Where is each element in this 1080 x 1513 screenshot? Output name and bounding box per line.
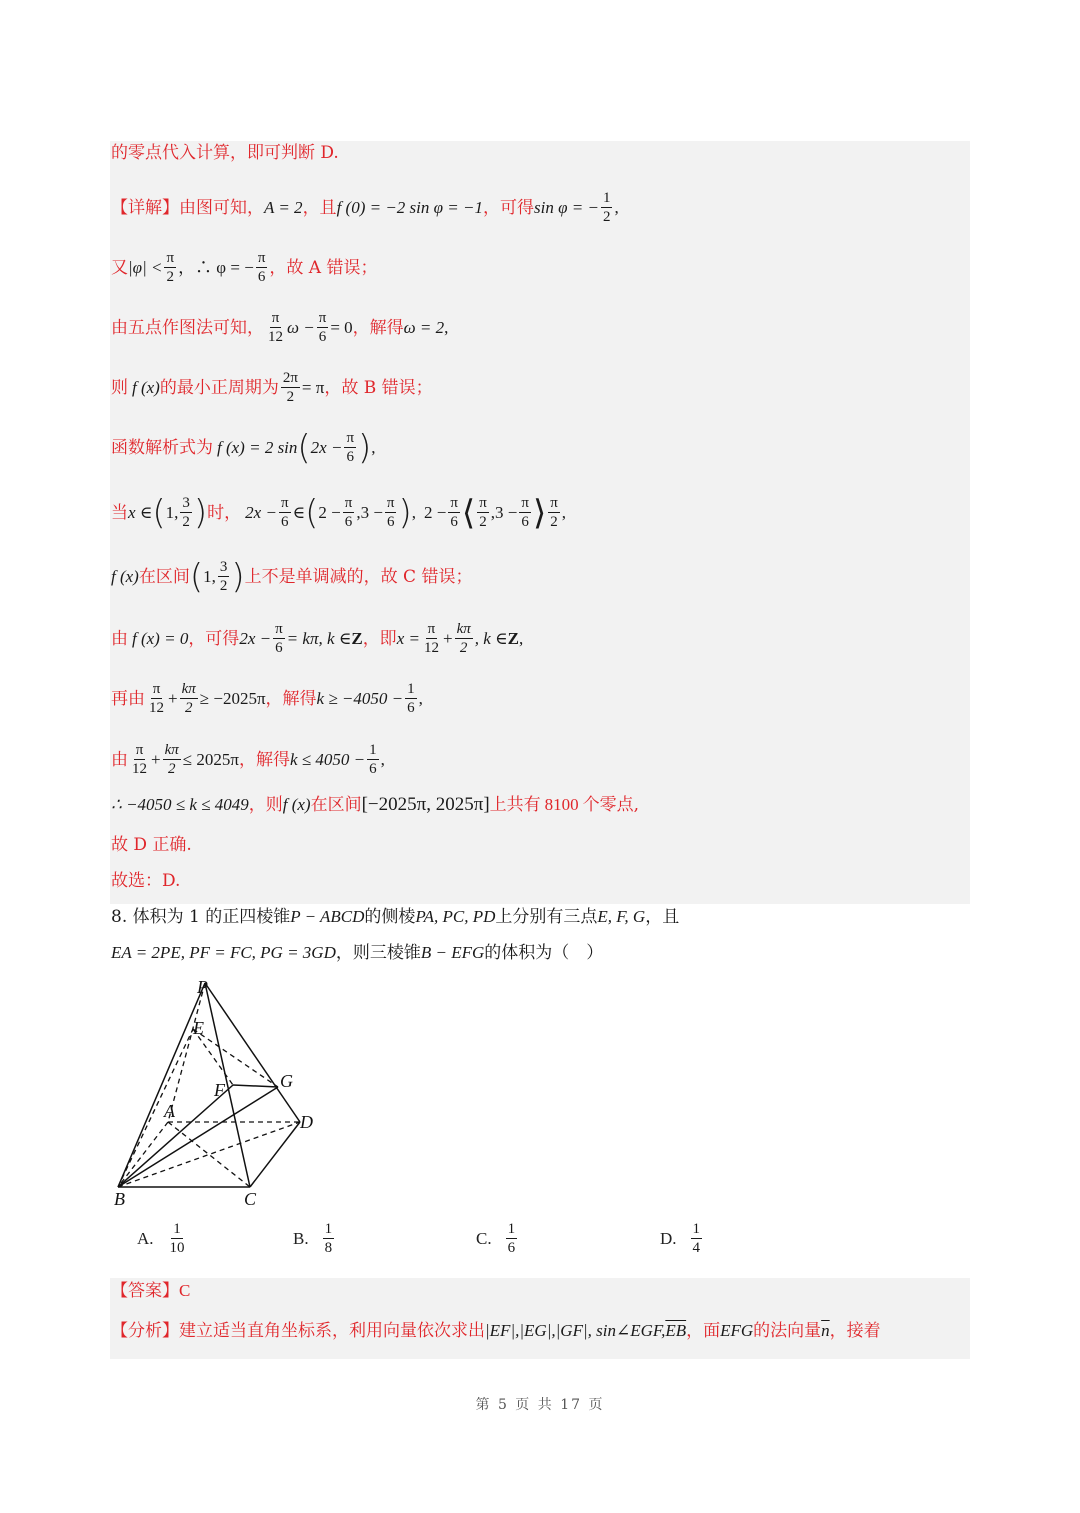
text: 的体积为（ ） (484, 943, 604, 963)
math: f (x) (132, 377, 160, 397)
math: 1, (165, 502, 179, 522)
math: ，∴ φ = − (178, 257, 254, 277)
solution-line-8: f (x) 在区间 ( 1, $\frac{3}{2}$ ) 上不是单调减的，故 C 错误； (111, 556, 473, 597)
answer-line (111, 1279, 190, 1303)
text: ，则 (248, 795, 283, 815)
label-P: P (197, 977, 208, 997)
text: 由 (111, 628, 128, 649)
option-c[interactable] (476, 1220, 519, 1257)
edge-EG (193, 1029, 278, 1087)
text: 的零点代入计算，即可判断 D. (111, 143, 339, 163)
text: 当 (111, 502, 128, 523)
text: 上不是单调减的，故 C 错误； (244, 566, 473, 587)
math: 2 − (318, 502, 341, 522)
label-G: G (280, 1071, 293, 1091)
math: f (x) = 0 (132, 628, 189, 648)
integers-symbol: Z (507, 628, 519, 648)
text: ，接着 (829, 1321, 881, 1341)
analysis-tag: 【分析】 (111, 1321, 179, 1341)
fraction: $\frac{\pi}{6}$ (344, 495, 353, 530)
text: 故选：D. (111, 871, 181, 891)
math: ω − (287, 317, 315, 337)
fraction: $\frac{1}{4}$ (692, 1221, 701, 1256)
detail-tag: 【详解】 (111, 197, 179, 218)
solution-line-11: 由 $\frac{\pi}{12}$ + $\frac{k\pi}{2}$ ≤ 2025π ，解得 k ≤ 4050 − $\frac{1}{6}$ , (111, 742, 385, 777)
fraction: $\frac{\pi}{6}$ (257, 250, 266, 285)
math: E, F, G (597, 907, 646, 926)
fraction: $\frac{\pi}{6}$ (450, 495, 458, 530)
text: 由图可知， (179, 197, 264, 218)
text: 函数解析式为 (111, 437, 213, 458)
fraction: $\frac{1}{6}$ (407, 681, 415, 716)
option-a[interactable] (137, 1220, 189, 1257)
text: ，即 (362, 628, 397, 649)
fraction: $\frac{\pi}{12}$ (149, 681, 164, 716)
text: 在区间 (310, 795, 362, 815)
vector-EB: $\overline{EB}$ (665, 1321, 687, 1340)
page-footer: 第 5 页 共 17 页 (475, 1397, 605, 1413)
text: ，且 (302, 197, 337, 218)
option-label: A. (137, 1228, 154, 1248)
fraction: $\frac{3}{2}$ (182, 495, 190, 530)
option-label: C. (476, 1228, 492, 1248)
fraction: $\frac{\pi}{6}$ (275, 621, 283, 656)
text: 由 (111, 749, 128, 770)
math: 2x − (310, 437, 343, 457)
edge-FG (233, 1085, 278, 1087)
math: , k ∈ (474, 628, 508, 648)
math: sin φ = − (534, 197, 599, 217)
math: f (x) = 2 sin (217, 437, 298, 457)
fraction: $\frac{\pi}{6}$ (346, 430, 355, 465)
math: k ≤ 4050 − (289, 749, 366, 769)
option-label: B. (293, 1228, 309, 1248)
math: 2x − (245, 502, 277, 522)
math: ∈ (292, 502, 306, 522)
analysis-line (111, 1319, 881, 1343)
fraction: $\frac{\pi}{12}$ (423, 621, 439, 656)
text: 则 (111, 377, 128, 398)
fraction: $\frac{\pi}{2}$ (479, 495, 487, 530)
fraction: $\frac{2\pi}{2}$ (282, 370, 298, 405)
edge-BD (118, 1122, 300, 1187)
text: 在区间 (138, 566, 190, 587)
pyramid-figure (100, 975, 340, 1215)
math: = 0 (330, 317, 353, 337)
fraction: $\frac{\pi}{2}$ (166, 250, 175, 285)
math: 2x − (239, 628, 272, 648)
fraction: $\frac{\pi}{12}$ (132, 742, 147, 777)
fraction: $\frac{k\pi}{2}$ (456, 621, 471, 656)
label-C: C (244, 1189, 257, 1209)
edge-PD (205, 983, 300, 1122)
solution-line-4: 由五点作图法可知， $\frac{\pi}{12}$ ω − $\frac{\pi}{6}$ = 0 ，解得 ω = 2 , (111, 310, 449, 345)
math: 1, (203, 566, 216, 586)
text: ，故 B 错误； (324, 377, 433, 398)
problem8-line-1 (111, 905, 679, 929)
math: ,3 − (490, 502, 518, 522)
fraction: $\frac{\pi}{6}$ (280, 495, 289, 530)
text: 再由 (111, 688, 145, 709)
math: EFG (720, 1321, 754, 1340)
text: 的最小正周期为 (159, 377, 279, 398)
math: [−2025π, 2025π] (361, 794, 490, 815)
label-A: A (164, 1101, 175, 1121)
text: 的侧棱 (364, 907, 416, 927)
math: |EF|,|EG|,|GF|, sin∠EGF, (485, 1321, 666, 1340)
option-d[interactable] (660, 1220, 704, 1257)
fraction: $\frac{1}{6}$ (369, 742, 377, 777)
solution-line-2: 【详解】 由图可知， A = 2 ，且 f (0) = −2 sin φ = −1 ，可得 sin φ = − $\frac{1}{2}$ , (111, 190, 619, 225)
text: ，且 (645, 907, 680, 927)
edge-CD (250, 1122, 300, 1187)
math: = π (301, 377, 325, 397)
label-F: F (214, 1080, 225, 1100)
text: 由五点作图法可知， (111, 317, 264, 338)
fraction: $\frac{\pi}{2}$ (550, 495, 558, 530)
solution-line-13 (111, 833, 192, 857)
text: ，可得 (188, 628, 240, 649)
fraction: $\frac{3}{2}$ (219, 559, 228, 594)
solution-line-1 (111, 141, 339, 165)
label-B: B (114, 1189, 125, 1209)
math: ∴ −4050 ≤ k ≤ 4049 (111, 795, 249, 814)
math: ,3 − (356, 502, 383, 522)
text: 8. 体积为 1 的正四棱锥 (111, 907, 291, 927)
math: ω = 2 (403, 317, 445, 337)
solution-line-6: 函数解析式为 f (x) = 2 sin ( 2x − $\frac{\pi}{6}$ ) , (111, 427, 376, 468)
text: 时， (207, 502, 242, 523)
problem8-line-2 (111, 941, 603, 965)
solution-line-3 (111, 249, 377, 286)
solution-line-9: 由 f (x) = 0 ，可得 2x − $\frac{\pi}{6}$ = kπ, k ∈ Z ，即 x = $\frac{\pi}{12}$ + $\frac{k\pi}{2}$ , k ∈ Z , (111, 621, 524, 656)
math: EA = 2PE, PF = FC, PG = 3GD (111, 943, 336, 962)
text: 个零点, (582, 795, 640, 815)
math: |φ| < (128, 257, 163, 277)
solution-line-7: 当 x ∈ ( 1, $\frac{3}{2}$ ) 时， 2x − $\frac{\pi}{6}$ ∈ ( 2 − $\frac{\pi}{6}$ ,3 − $\frac{\pi}{6}$ ) , 2 − $\frac{\pi}{6}$ ⟨ $\frac{\pi}{2}$ ,3 − $\frac{\pi}{6}$ ⟩ $\frac{\pi}{2}$ , (111, 492, 567, 533)
math: B − EFG (420, 943, 485, 962)
fraction: $\frac{1}{8}$ (324, 1221, 333, 1256)
integers-symbol: Z (351, 628, 363, 648)
math: PA, PC, PD (415, 907, 496, 926)
count: 8100 (544, 795, 579, 814)
fraction: $\frac{\pi}{6}$ (386, 495, 395, 530)
math: f (0) = −2 sin φ = −1 (336, 197, 483, 217)
fraction: $\frac{1}{10}$ (169, 1221, 185, 1256)
edge-BF (118, 1085, 233, 1187)
math: x ∈ (128, 502, 153, 522)
edge-PB (118, 983, 205, 1187)
answer-options (0, 1220, 1080, 1270)
answer-value: C (179, 1281, 191, 1300)
text: ，解得 (265, 688, 317, 709)
math: = kπ, k ∈ (286, 628, 352, 648)
text: ，可得 (483, 197, 534, 218)
text: 的法向量 (753, 1321, 822, 1341)
fraction: $\frac{\pi}{6}$ (521, 495, 529, 530)
edge-AB (118, 1122, 168, 1187)
math: ≤ 2025π (182, 749, 239, 769)
text: 上共有 (489, 795, 541, 815)
text: ，面 (686, 1321, 721, 1341)
answer-tag: 【答案】 (111, 1281, 179, 1301)
option-b[interactable] (293, 1220, 336, 1257)
text: ，解得 (238, 749, 290, 770)
solution-line-10: 再由 $\frac{\pi}{12}$ + $\frac{k\pi}{2}$ ≥ −2025π ，解得 k ≥ −4050 − $\frac{1}{6}$ , (111, 681, 423, 716)
fraction: $\frac{\pi}{12}$ (268, 310, 283, 345)
solution-line-12 (111, 793, 639, 817)
vector-n: $\overline{n}$ (821, 1321, 830, 1340)
math: A = 2 (264, 197, 303, 217)
text: 故 D 正确. (111, 835, 192, 855)
math: f (x) (282, 795, 311, 814)
option-label: D. (660, 1228, 677, 1248)
text: 建立适当直角坐标系，利用向量依次求出 (179, 1321, 485, 1341)
fraction: $\frac{1}{2}$ (602, 190, 611, 225)
math: k ≥ −4050 − (316, 688, 404, 708)
fraction: $\frac{\pi}{6}$ (318, 310, 327, 345)
math: 2 − (424, 502, 447, 522)
math: x = (396, 628, 420, 648)
fraction: $\frac{k\pi}{2}$ (164, 742, 179, 777)
text: 又 (111, 257, 128, 278)
text: 上分别有三点 (495, 907, 598, 927)
math: ≥ −2025π (199, 688, 266, 708)
label-D: D (300, 1112, 313, 1132)
math: P − ABCD (290, 907, 365, 926)
solution-line-5 (111, 369, 433, 406)
text: ，故 A 错误； (269, 257, 378, 278)
math: f (x) (111, 566, 139, 586)
fraction: $\frac{1}{6}$ (507, 1221, 516, 1256)
fraction: $\frac{k\pi}{2}$ (181, 681, 196, 716)
text: ，解得 (352, 317, 404, 338)
label-E: E (193, 1018, 204, 1038)
text: ，则三棱锥 (335, 943, 421, 963)
solution-line-14 (111, 869, 180, 893)
